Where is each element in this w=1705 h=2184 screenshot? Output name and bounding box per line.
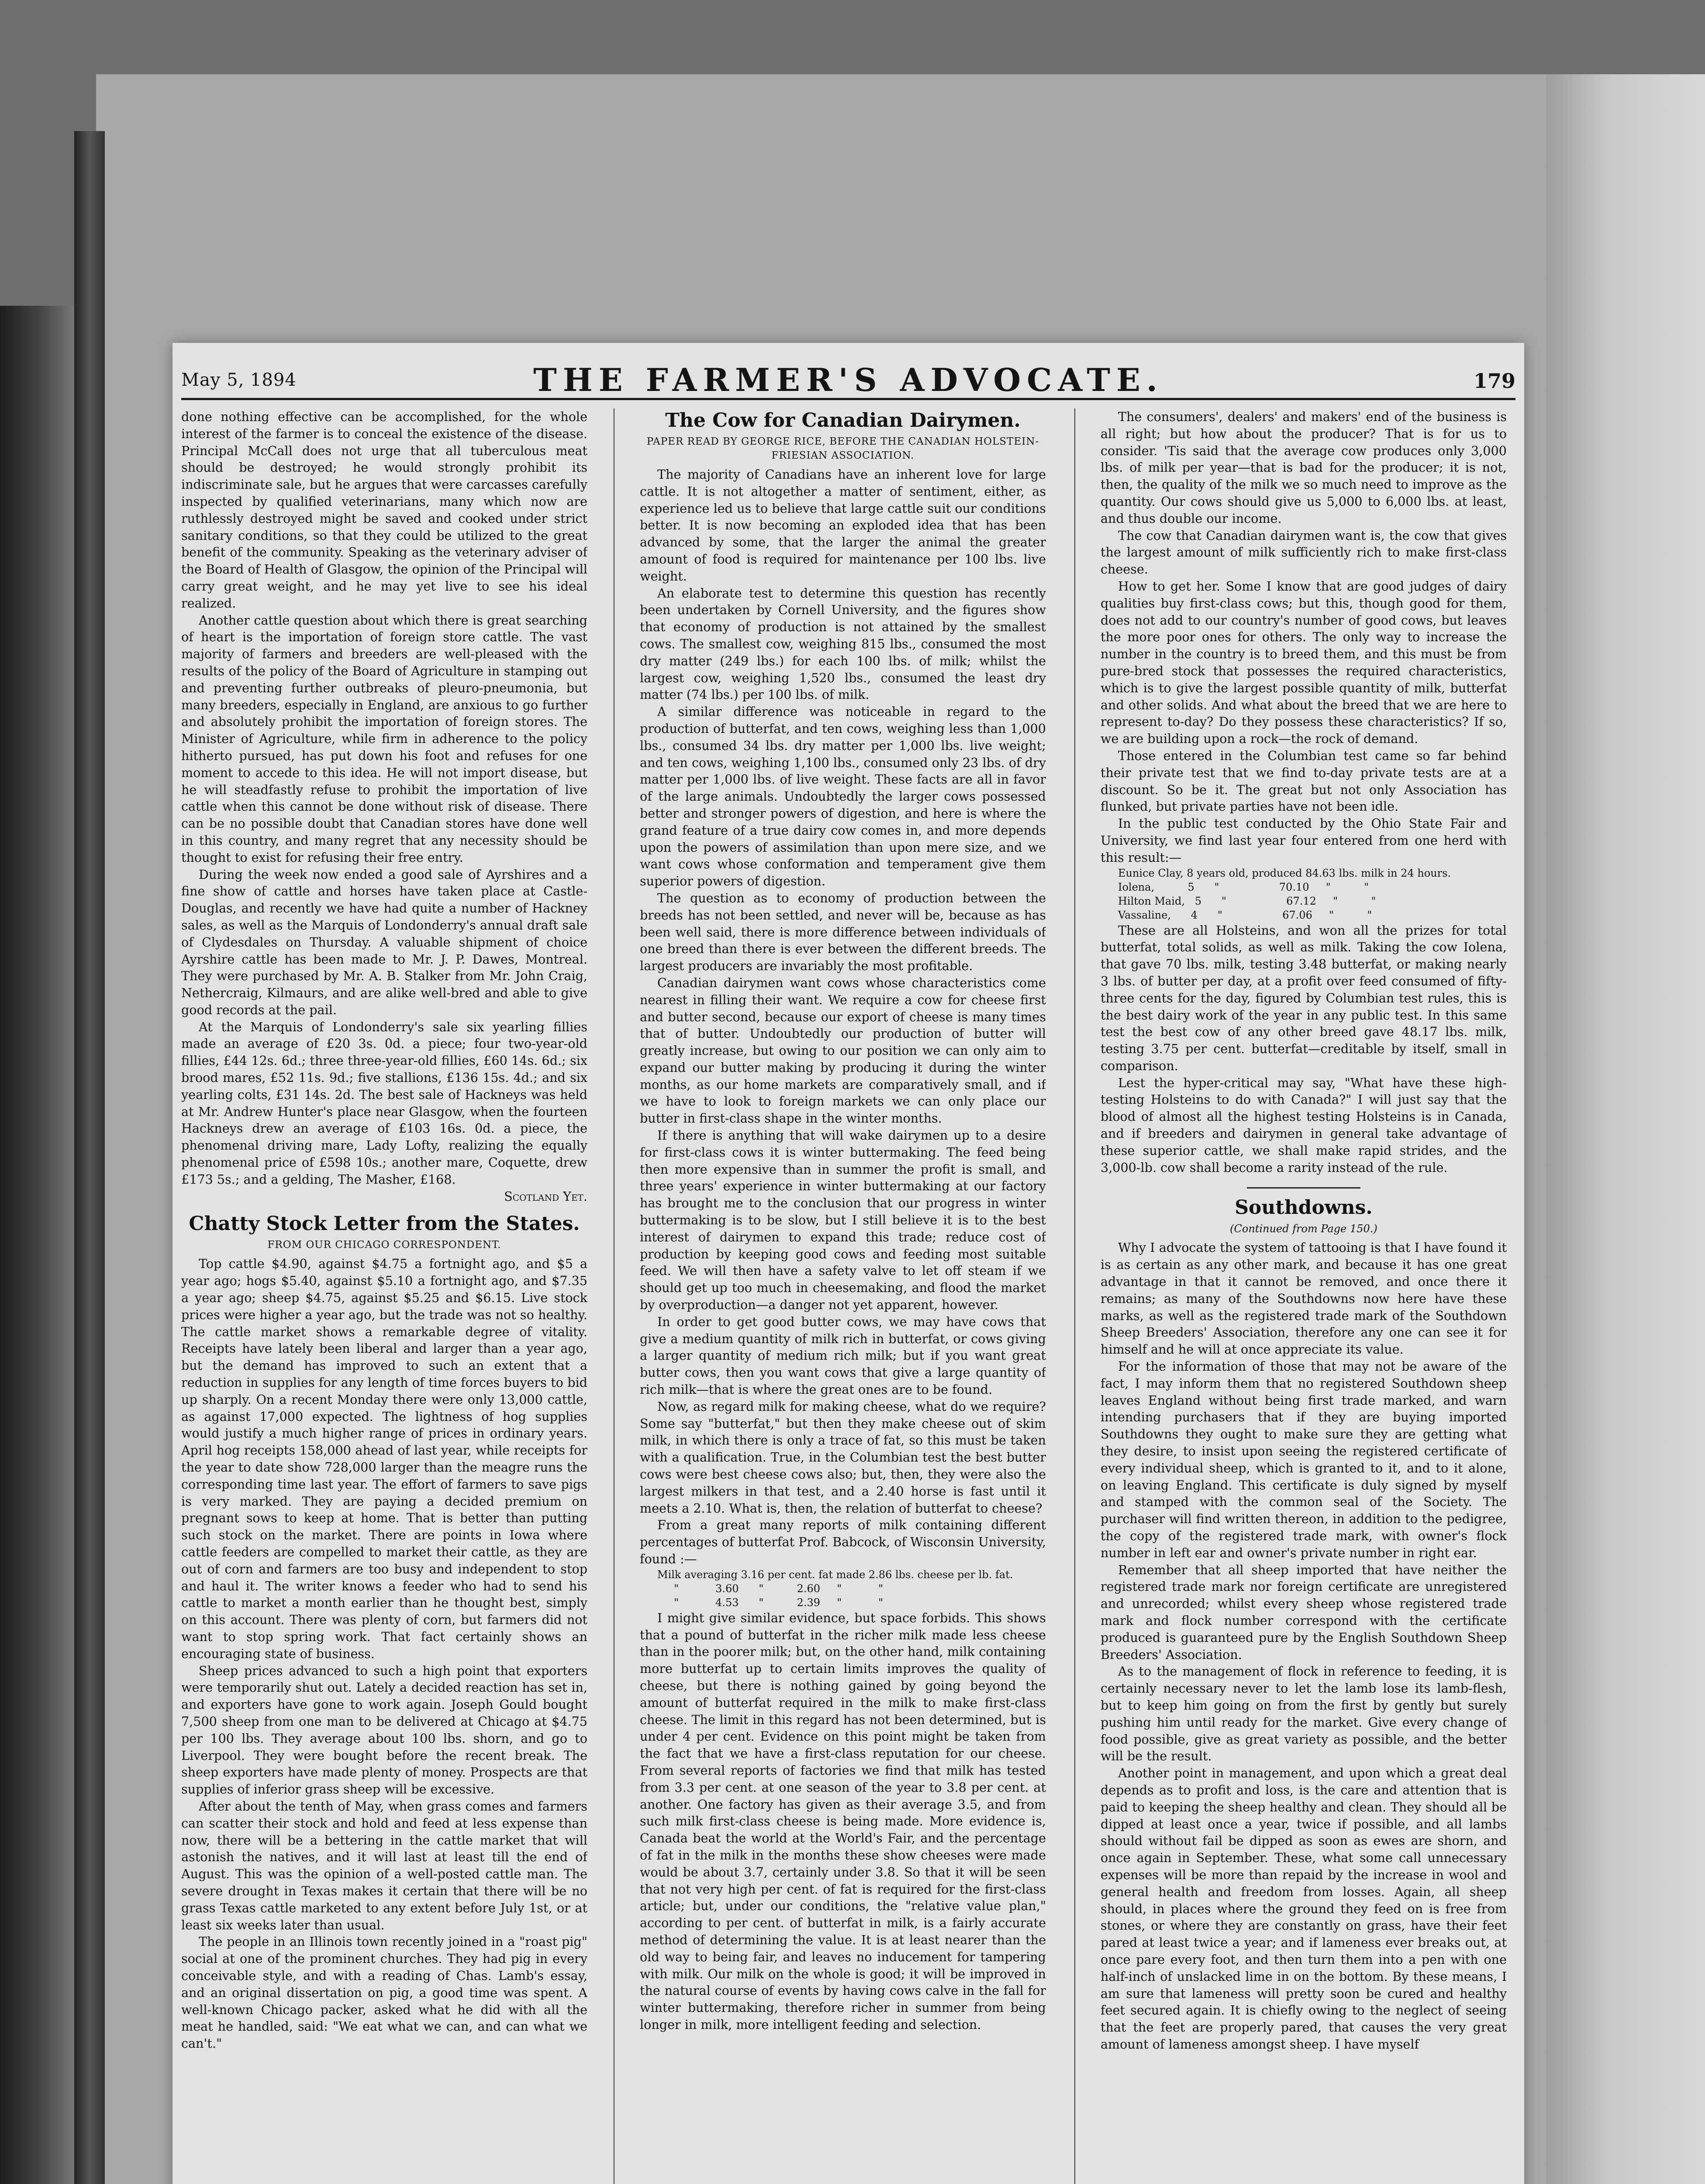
paragraph: The people in an Illinois town recently joined in a "roast pig" social at one of the prominent churches. They had pig in every conceivable style, and with a reading of Chas. Lamb's essay, and an original dissertation on pig, a good time was spent. A well-known Chicago packer, asked what he did with all the meat he handled, said: "We eat what we can, and can what we can't." — [181, 1934, 587, 2051]
paragraph: In the public test conducted by the Ohio State Fair and University, we find last year four entered from one herd with this result:— — [1101, 816, 1507, 865]
paragraph: After about the tenth of May, when grass comes and farmers can scatter their stock and hold and feed at less expense than now, there will be a bettering in the cattle market that will astonish the natives, and it will last at least till the end of August. This was the opinion of a well-posted cattle man. The severe drought in Texas makes it certain that there will be no grass Texas cattle marketed to any extent before July 1st, or at least six weeks later than usual. — [181, 1798, 587, 1932]
paragraph: Another cattle question about which there is great searching of heart is the importation of foreign store cattle. The vast majority of farmers and breeders are well-pleased with the results of the policy of the Board of Agriculture in stamping out and preventing further outbreaks of pleuro-pneumonia, but many breeders, especially in England, are anxious to go further and absolutely prohibit the importation of foreign stores. The Minister of Agriculture, while firm in adherence to the policy hitherto pursued, has put down his foot and refuses for one moment to accede to this idea. He will not import disease, but he will steadfastly refuse to prohibit the importation of live cattle when this cannot be done without risk of disease. There can be no possible doubt that Canadian stores have done well in this country, and many regret that any necessity should be thought to exist for refusing their free entry. — [181, 612, 587, 865]
section-divider — [1247, 1187, 1360, 1189]
masthead-title: THE FARMER'S ADVOCATE. — [533, 361, 1163, 398]
data-table-row: " 3.60 " 2.60 " " — [657, 1582, 884, 1595]
paragraph: Sheep prices advanced to such a high point that exporters were temporarily shut out. Lately a decided reaction has set in, and exporters have gone to work again. Joseph Gould bought 7,500 sheep from one man to be delivered at Chicago at $4.75 per 100 lbs. They average about 100 lbs. shorn, and go to Liverpool. They were bought before the recent break. The sheep exporters have made plenty of money. Prospects are that supplies of inferior grass sheep will be excessive. — [181, 1663, 587, 1797]
paragraph: Another point in management, and upon which a great deal depends as to profit and loss, is the care and attention that is paid to keeping the sheep healthy and clean. They should all be dipped at least once a year, twice if possible, and all lambs should without fail be dipped as soon as ewes are shorn, and once again in September. These, what some call unnecessary expenses will be more than repaid by the increase in wool and general health and freedom from losses. Again, all sheep should, in places where the ground they feed on is free from stones, or where they are constantly on grass, have their feet pared at least twice a year; and if lameness ever breaks out, at once pare every foot, and then turn them into a pen with one half-inch of unslacked lime in on the bottom. By these means, I am sure that lameness will pretty soon be cured and healthy feet secured again. It is chiefly owing to the neglect of seeing that the feet are properly pared, that causes the very great amount of lameness amongst sheep. I have myself — [1101, 1766, 1507, 2052]
paragraph: Those entered in the Columbian test came so far behind their private test that we find to-day private tests are at a discount. So be it. The great but not only Association has flunked, but private parties have not been idle. — [1101, 748, 1507, 814]
article-heading: Southdowns. — [1235, 1196, 1373, 1219]
paragraph: As to the management of flock in reference to feeding, it is certainly necessary never to let the lamb lose its lamb-flesh, but to keep him going on from the first by gently but surely pushing him until ready for the market. Give every change of food possible, give as great variety as possible, and the better will be the result. — [1101, 1664, 1507, 1764]
column-rule-2 — [1074, 408, 1075, 2184]
paragraph: During the week now ended a good sale of Ayrshires and a fine show of cattle and horses have taken place at Castle-Douglas, and recently we have had quite a number of Hackney sales, as well as the Marquis of Londonderry's annual draft sale of Clydesdales on Thursday. A valuable shipment of choice Ayrshire cattle has been made to Mr. J. P. Dawes, Montreal. They were purchased by Mr. A. B. Stalker from Mr. John Craig, Nethercraig, Kilmaurs, and are alike well-bred and able to give good records at the pail. — [181, 867, 587, 1017]
paragraph: Top cattle $4.90, against $4.75 a fortnight ago, and $5 a year ago; hogs $5.40, against $5.10 a fortnight ago, and $7.35 a year ago; sheep $4.75, against $5.25 and $6.15. Live stock prices were higher a year ago, but the trade was not so healthy. The cattle market shows a remarkable degree of vitality. Receipts have lately been liberal and larger than a year ago, but the demand has improved to such an extent that a reduction in supplies for any length of time forces buyers to bid up sharply. On a recent Monday there were only 13,000 cattle, as against 17,000 expected. The lightness of hog supplies would justify a much higher range of prices in ordinary years. April hog receipts 158,000 ahead of last year, while receipts for the year to date show 728,000 larger than the meagre runs the corresponding time last year. The effort of farmers to save pigs is very marked. They are paying a decided premium on pregnant sows to keep at home. That is better than putting such stock on the market. There are points in Iowa where cattle feeders are compelled to market their cattle, as they are out of corn and farmers are too busy and independent to stop and haul it. The writer knows a feeder who had to send his cattle to market a month earlier than he thought best, simply on this account. There was plenty of corn, but farmers did not want to stop spring work. That fact certainly shows an encouraging state of business. — [181, 1256, 587, 1661]
paragraph: The question as to economy of production between the breeds has not been settled, and never will be, because as has been well said, there is more difference between individuals of one breed than there is ever between the different breeds. The largest producers are invariably the most profitable. — [640, 890, 1046, 974]
paragraph: In order to get good butter cows, we may have cows that give a medium quantity of milk rich in butterfat, or cows giving a larger quantity of medium rich milk; but if you want great butter cows, then you want cows that give a large quantity of rich milk—that is where the great ones are to be found. — [640, 1314, 1046, 1397]
paragraph: An elaborate test to determine this question has recently been undertaken by Cornell University, and the figures show that economy of production is not attained by the smallest cows. The smallest cow, weighing 815 lbs., consumed the most dry matter (249 lbs.) for each 100 lbs. of milk; whilst the largest cow, weighing 1,520 lbs., consumed the least dry matter (74 lbs.) per 100 lbs. of milk. — [640, 585, 1046, 702]
paragraph: I might give similar evidence, but space forbids. This shows that a pound of butterfat in the richer milk made less cheese than in the poorer milk; but, on the other hand, milk containing more butterfat up to certain limits improves the quality of cheese, but there is nothing gained by going beyond the amount of butterfat required in the milk to make first-class cheese. The limit in this regard has not been determined, but is under 4 per cent. Evidence on this point might be taken from the fact that we have a first-class reputation for our cheese. From several reports of factories we find that milk has tested from 3.3 per cent. at one season of the year to 3.8 per cent. at another. One factory has given as their average 3.5, and from such milk first-class cheese is being made. More evidence is, Canada beat the world at the World's Fair, and the percentage of fat in the milk in the months these show cheeses were made would be about 3.7, certainly under 3.8. So that it will be seen that not very high per cent. of fat is required for the first-class article; but, under our conditions, the "relative value plan," according to per cent. of butterfat in milk, is a fairly accurate method of determining the value. It is at least nearer than the old way to being fair, and leaves no inducement for tampering with milk. Our milk on the whole is good; it will be improved in the natural course of events by having cows calve in the fall for winter buttermaking, therefore richer in summer from being longer in milk, more intelligent feeding and selection. — [640, 1610, 1046, 2032]
article-heading: The Cow for Canadian Dairymen. — [665, 409, 1021, 432]
data-table-row: Milk averaging 3.16 per cent. fat made 2.86 lbs. cheese per lb. fat. — [657, 1568, 1013, 1581]
data-table-row: Hilton Maid, 5 " 67.12 " " — [1118, 895, 1376, 907]
paragraph: For the information of those that may not be aware of the fact, I may inform them that no registered Southdown sheep leaves England without being first trade marked, and warn intending purchasers that if they are buying imported Southdowns they ought to make sure they are getting what they desire, to insist upon seeing the registered certificate of every individual sheep, which is granted to it, and to it alone, on leaving England. This certificate is duly signed by myself and stamped with the common seal of the Society. The purchaser will find written thereon, in addition to the pedigree, the copy of the registered trade mark, with owner's flock number in left ear and owner's private number in right ear. — [1101, 1359, 1507, 1560]
paragraph: The majority of Canadians have an inherent love for large cattle. It is not altogether a matter of sentiment, either, as experience led us to believe that large cattle suit our conditions better. It is now becoming an exploded idea that has been advanced by some, that the larger the animal the greater amount of food is required for maintenance per 100 lbs. live weight. — [640, 467, 1046, 584]
paragraph: How to get her. Some I know that are good judges of dairy qualities buy first-class cows; but this, though good for them, does not add to our country's number of good cows, but leaves the more poor ones for others. The only way to increase the number in the country is to breed them, and this must be from pure-bred stock that possesses the required characteristics, which is to give the largest possible quantity of milk, butterfat and other solids. And what about the breed that we are here to represent to-day? Do they possess these characteristics? If so, we are building upon a rock—the rock of demand. — [1101, 578, 1507, 746]
header-rule — [181, 398, 1515, 400]
paragraph: Canadian dairymen want cows whose characteristics come nearest in filling their want. We require a cow for cheese first and butter second, because our export of cheese is many times that of butter. Undoubtedly our production of butter will greatly increase, but owing to our position we can only aim to expand our butter making by producing it during the winter months, as our home markets are comparatively small, and if we have to look to foreign markets we can only place our butter in first-class shape in the winter months. — [640, 975, 1046, 1126]
book-spine — [74, 131, 105, 2184]
article-heading: Chatty Stock Letter from the States. — [189, 1213, 580, 1235]
data-table-row: Iolena, 5 " 70.10 " " — [1118, 881, 1369, 893]
paragraph: The cow that Canadian dairymen want is, the cow that gives the largest amount of milk sufficiently rich to make first-class cheese. — [1101, 528, 1507, 577]
data-table-row: " 4.53 " 2.39 " " — [657, 1596, 884, 1609]
paragraph: Lest the hyper-critical may say, "What have these high-testing Holsteins to do with Canada?" I will just say that the blood of almost all the highest testing Holsteins is in Canada, and if breeders and dairymen in general take advantage of these superior cattle, we shall make rapid strides, and the 3,000-lb. cow shall become a rarity instead of the rule. — [1101, 1075, 1507, 1175]
data-table-row: Vassaline, 4 " 67.06 " " — [1118, 909, 1372, 921]
newspaper-page — [173, 343, 1524, 2184]
paragraph: From a great many reports of milk containing different percentages of butterfat Prof. Babcock, of Wisconsin University, found :— — [640, 1517, 1046, 1566]
paragraph: Remember that all sheep imported that have neither the registered trade mark nor foreign certificate are unregistered and unrecorded; whilst every sheep whose registered trade mark and flock number correspond with the certificate produced is guaranteed pure by the English Southdown Sheep Breeders' Association. — [1101, 1562, 1507, 1662]
paragraph: Why I advocate the system of tattooing is that I have found it is as certain as any other mark, and because it has one great advantage in that it cannot be removed, and once there it remains; as many of the Southdowns now here have these marks, as well as the registered trade mark of the Southdown Sheep Breeders' Association, therefore any one can see it for himself and he will at once appreciate its value. — [1101, 1240, 1507, 1357]
paragraph: done nothing effective can be accomplished, for the whole interest of the farmer is to conceal the existence of the disease. Principal McCall does not urge that all tuberculous meat should be destroyed; he would strongly prohibit its indiscriminate sale, but he argues that were carcasses carefully inspected by qualified veterinarians, many which now are ruthlessly destroyed might be saved and cooked under strict sanitary conditions, so that they could be utilized to the great benefit of the community. Speaking as the veterinary adviser of the Board of Health of Glasgow, the opinion of the Principal will carry great weight, and he may yet live to see his ideal realized. — [181, 409, 587, 611]
column-2 — [640, 408, 1046, 2184]
paragraph: The consumers', dealers' and makers' end of the business is all right; but how about the producer? That is for us to consider. 'Tis said that the average cow produces only 3,000 lbs. of milk per year—that is bad for the producer; it is not, then, the quality of the milk we so much need to improve as the quantity. Our cows should give us 5,000 to 6,000 lbs. at least, and thus double our income. — [1101, 409, 1507, 526]
page-number: 179 — [1473, 369, 1515, 393]
paragraph: A similar difference was noticeable in regard to the production of butterfat, and ten cows, weighing less than 1,000 lbs., consumed 34 lbs. dry matter per 1,000 lbs. live weight; and ten cows, weighing 1,100 lbs., consumed only 23 lbs. of dry matter per 1,000 lbs. of live weight. These facts are all in favor of the large animals. Undoubtedly the larger cows possessed better and stronger powers of digestion, and here is where the grand feature of a true dairy cow comes in, and more depends upon the powers of assimilation than upon mere size, and we want cows whose conformation and temperament give them superior powers of digestion. — [640, 704, 1046, 889]
underlying-page-edge — [1546, 74, 1705, 2184]
column-3 — [1101, 408, 1507, 2184]
paragraph: If there is anything that will wake dairymen up to a desire for first-class cows it is winter buttermaking. The feed being then more expensive than in summer the profit is small, and three years' experience in winter buttermaking at our factory has brought me to the conclusion that our progress in winter buttermaking is to be slow, but I still believe it is to the best interest of dairymen to expand this trade; reduce cost of production by keeping good cows and feeding most suitable feed. We will then have a safety valve to let off steam if we should get up too much in cheesemaking, and flood the market by overproduction—a danger not yet apparent, however. — [640, 1128, 1046, 1313]
issue-date: May 5, 1894 — [181, 370, 297, 390]
paragraph: Now, as regard milk for making cheese, what do we require? Some say "butterfat," but then they make cheese out of skim milk, in which there is only a trace of fat, so this must be taken with a qualification. True, in the Columbian test the best butter cows were best cheese cows also; but, then, they were also the largest milkers in that test, and a 2.40 horse is fast until it meets a 2.10. What is, then, the relation of butterfat to cheese? — [640, 1399, 1046, 1516]
article-byline: FROM OUR CHICAGO CORRESPONDENT. — [267, 1239, 501, 1251]
paragraph: At the Marquis of Londonderry's sale six yearling fillies made an average of £20 3s. 0d. a piece; four two-year-old fillies, £44 12s. 6d.; three three-year-old fillies, £60 14s. 6d.; six brood mares, £52 11s. 9d.; five stallions, £136 15s. 4d.; and six yearling colts, £31 14s. 2d. The best sale of Hackneys was held at Mr. Andrew Hunter's place near Glasgow, when the fourteen Hackneys drew an average of £103 16s. 0d. a piece, the phenomenal driving mare, Lady Lofty, realizing the equally phenomenal price of £598 10s.; another mare, Coquette, drew £173 5s.; and a gelding, The Masher, £168. — [181, 1019, 587, 1187]
article-byline: PAPER READ BY GEORGE RICE, BEFORE THE CANADIAN HOLSTEIN-FRIESIAN ASSOCIATION. — [646, 436, 1039, 461]
page-header — [181, 359, 1515, 402]
continuation-note: (Continued from Page 150.) — [1230, 1223, 1377, 1235]
paragraph: These are all Holsteins, and won all the prizes for total butterfat, total solids, as well as milk. Taking the cow Iolena, that gave 70 lbs. milk, testing 3.48 butterfat, or making nearly 3 lbs. of butter per day, at a profit over feed consumed of fifty-three cents for the day, figured by Columbian test rules, this is the best dairy work of the year in any public test. In this same test the best cow of any other breed gave 48.17 lbs. milk, testing 3.75 per cent. butterfat—creditable by itself, small in comparison. — [1101, 923, 1507, 1073]
signature: Scotland Yet. — [504, 1189, 587, 1204]
column-1 — [181, 408, 587, 2184]
data-table-row: Eunice Clay, 8 years old, produced 84.63 lbs. milk in 24 hours. — [1118, 867, 1451, 879]
